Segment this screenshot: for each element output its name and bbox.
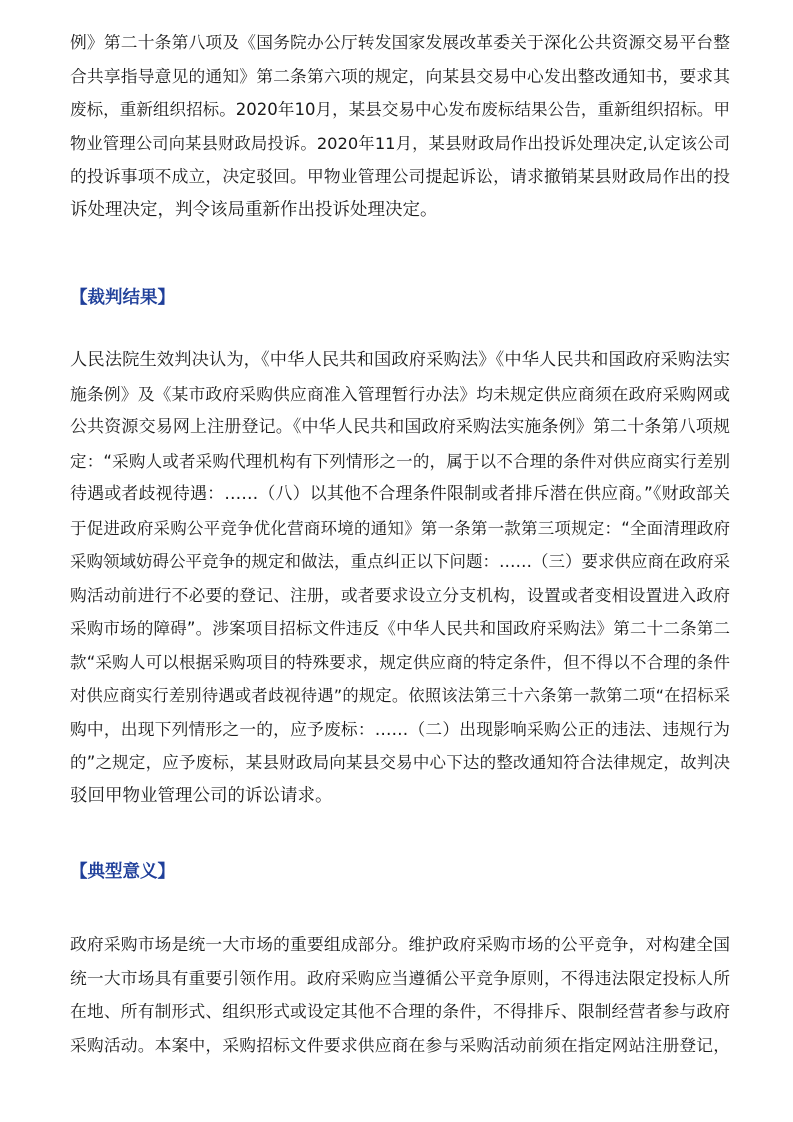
text-line: 例》第二十条第八项及《国务院办公厅转发国家发展改革委关于深化公共资源交易平台整 [70,32,730,52]
text-line: 合共享指导意见的通知》第二条第六项的规定，向某县交易中心发出整改通知书，要求其 [70,65,730,86]
text-line: 施条例》及《某市政府采购供应商准入管理暂行办法》均未规定供应商须在政府采购网或 [70,383,730,404]
text-line: 废标，重新组织招标。2020年10月，某县交易中心发布废标结果公告，重新组织招标。甲 [70,100,730,119]
text-line: 诉处理决定，判令该局重新作出投诉处理决定。 [70,199,438,220]
text-line: 采购活动。本案中，采购招标文件要求供应商在参与采购活动前须在指定网站注册登记， [70,1034,730,1055]
text-line: 款“采购人可以根据采购项目的特殊要求，规定供应商的特定条件，但不得以不合理的条件 [70,652,730,672]
text-line: 物业管理公司向某县财政局投诉。2020年11月，某县财政局作出投诉处理决定,认定该公司 [70,133,730,153]
significance-heading: 【典型意义】 [70,862,175,882]
text-line: 定：“采购人或者采购代理机构有下列情形之一的，属于以不合理的条件对供应商实行差别 [70,451,730,471]
case-facts-paragraph [70,26,730,227]
significance-paragraph [70,928,730,1062]
text-line: 在地、所有制形式、组织形式或设定其他不合理的条件，不得排斥、限制经营者参与政府 [70,1001,730,1021]
text-line: 购中，出现下列情形之一的，应予废标：……（二）出现影响采购公正的违法、违规行为 [70,718,730,739]
text-line: 购活动前进行不必要的登记、注册，或者要求设立分支机构，设置或者变相设置进入政府 [70,584,730,605]
text-line: 公共资源交易网上注册登记。《中华人民共和国政府采购法实施条例》第二十条第八项规 [70,417,730,437]
text-line: 待遇或者歧视待遇：……（八）以其他不合理条件限制或者排斥潜在供应商。”《财政部关 [70,484,730,504]
text-line: 驳回甲物业管理公司的诉讼请求。 [70,785,333,806]
text-line: 统一大市场具有重要引领作用。政府采购应当遵循公平竞争原则，不得违法限定投标人所 [70,967,730,988]
text-line: 于促进政府采购公平竞争优化营商环境的通知》第一条第一款第三项规定：“全面清理政府 [70,518,730,538]
text-line: 政府采购市场是统一大市场的重要组成部分。维护政府采购市场的公平竞争，对构建全国 [70,934,730,954]
judgment-paragraph [70,344,730,813]
judgment-heading: 【裁判结果】 [70,288,175,308]
text-line: 采购领域妨碍公平竞争的规定和做法，重点纠正以下问题：……（三）要求供应商在政府采 [70,552,730,571]
text-line: 人民法院生效判决认为，《中华人民共和国政府采购法》《中华人民共和国政府采购法实 [70,350,730,370]
text-line: 的”之规定，应予废标，某县财政局向某县交易中心下达的整改通知符合法律规定，故判决 [70,753,730,772]
text-line: 的投诉事项不成立，决定驳回。甲物业管理公司提起诉讼，请求撤销某县财政局作出的投 [70,166,730,186]
text-line: 对供应商实行差别待遇或者歧视待遇”的规定。依照该法第三十六条第一款第二项“在招标采 [70,686,730,705]
text-line: 采购市场的障碍”。涉案项目招标文件违反《中华人民共和国政府采购法》第二十二条第二 [70,619,730,638]
